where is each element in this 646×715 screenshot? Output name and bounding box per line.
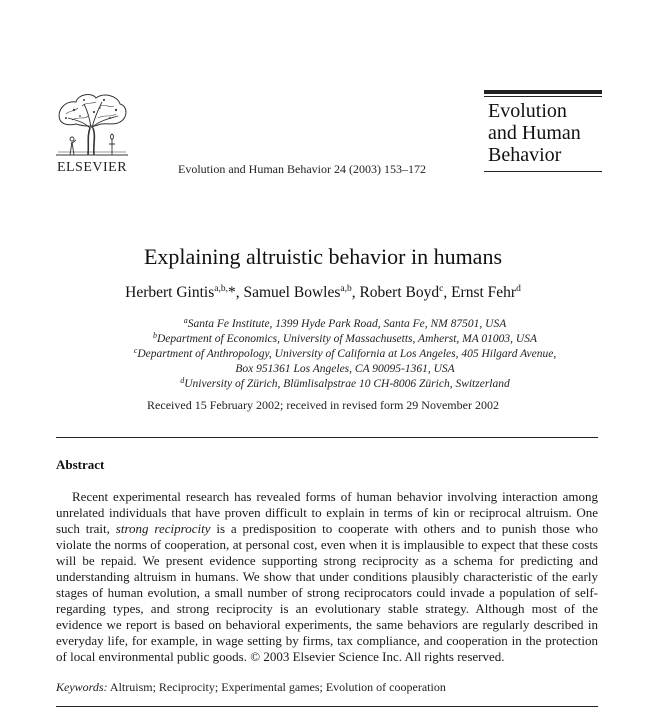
abstract-line xyxy=(56,521,598,537)
keywords xyxy=(56,680,446,695)
affiliation-text: Department of Anthropology, University of California at Los Angeles, 405 Hilgard Avenue, xyxy=(137,348,557,360)
author-affiliation-marks: d xyxy=(516,284,521,294)
author-name[interactable]: Robert Boyd xyxy=(359,284,440,301)
publisher-name: ELSEVIER xyxy=(56,160,128,175)
author-affiliation-marks: c xyxy=(439,284,444,294)
corresponding-author-star[interactable]: * xyxy=(227,284,236,301)
elsevier-tree-logo-icon xyxy=(54,92,130,158)
abstract-line: violate the norms of cooperation, at personal cost, even when it is implausible to expect that these costs xyxy=(56,537,598,552)
section-divider xyxy=(56,706,598,707)
keywords-label: Keywords: xyxy=(56,680,108,694)
publisher-block xyxy=(52,92,132,176)
affiliation-text: University of Zürich, Blümlisalpstrae 10 CH-8006 Zürich, Switzerland xyxy=(184,378,510,390)
author-name[interactable]: Samuel Bowles xyxy=(243,284,341,301)
abstract-body xyxy=(56,489,598,665)
abstract-line: unrelated individuals that have proven difficult to explain in terms of kin or reciprocal altruism. One xyxy=(56,505,598,520)
affiliation-text: Box 951361 Los Angeles, CA 90095-1361, USA xyxy=(235,363,455,375)
article-title: Explaining altruistic behavior in humans xyxy=(143,244,503,269)
abstract-heading: Abstract xyxy=(56,457,105,472)
journal-title-box xyxy=(484,90,602,172)
author-name[interactable]: Herbert Gintis xyxy=(125,284,215,301)
abstract-line: everyday life, for example, in wage setting by firms, tax compliance, and cooperation in the protection xyxy=(56,633,598,648)
section-divider xyxy=(56,437,598,438)
abstract-text: is a predisposition to cooperate with others and to punish those who xyxy=(210,521,598,536)
affiliation-mark: b xyxy=(153,331,157,340)
affiliation-line xyxy=(60,377,630,392)
journal-title-line: Behavior xyxy=(488,144,562,166)
affiliation-line xyxy=(60,347,630,362)
abstract-line: evidence we report is based on behavioral experiments, the same behaviors are regularly described in xyxy=(56,617,598,632)
affiliation-mark: a xyxy=(183,316,188,325)
author-name[interactable]: Ernst Fehr xyxy=(451,284,517,301)
abstract-emphasis: strong reciprocity xyxy=(115,521,211,536)
affiliation-text: Santa Fe Institute, 1399 Hyde Park Road, Santa Fe, NM 87501, USA xyxy=(187,318,507,330)
abstract-line: regarding types, and strong reciprocity is an evolutionary stable strategy. Although most of the xyxy=(56,601,598,616)
affiliation-line xyxy=(60,332,630,347)
abstract-line: understanding altruism in humans. We show that under conditions plausibly characteristic of the early xyxy=(56,569,598,584)
author-separator: , xyxy=(443,284,452,301)
journal-citation: Evolution and Human Behavior 24 (2003) 153–172 xyxy=(178,162,426,176)
keywords-text: Altruism; Reciprocity; Experimental games; Evolution of cooperation xyxy=(109,680,446,694)
journal-title-line: Evolution xyxy=(488,100,567,122)
author-separator: , xyxy=(235,284,244,301)
author-affiliation-marks: a,b, xyxy=(214,284,228,294)
journal-title-line: and Human xyxy=(488,122,581,144)
abstract-text: such trait, xyxy=(56,521,116,536)
abstract-line: stages of human evolution, a small number of strong reciprocators could invade a population of self- xyxy=(56,585,598,600)
affiliation-mark: d xyxy=(180,376,185,385)
author-separator: , xyxy=(351,284,360,301)
author-affiliation-marks: a,b xyxy=(340,284,352,294)
abstract-line: of local environmental public goods. © 2003 Elsevier Science Inc. All rights reserved. xyxy=(56,649,505,664)
affiliation-text: Department of Economics, University of Massachusetts, Amherst, MA 01003, USA xyxy=(157,333,537,345)
affiliation-line xyxy=(60,317,630,332)
received-dates: Received 15 February 2002; received in revised form 29 November 2002 xyxy=(147,398,499,412)
affiliation-mark: c xyxy=(133,346,138,355)
affiliation-line xyxy=(60,362,630,377)
abstract-line: Recent experimental research has revealed forms of human behavior involving interaction among xyxy=(72,489,598,504)
abstract-line: will be repaid. We present evidence supporting strong reciprocity as a schema for predicting and xyxy=(56,553,598,568)
author-list xyxy=(0,284,646,302)
affiliation-list xyxy=(60,317,630,392)
